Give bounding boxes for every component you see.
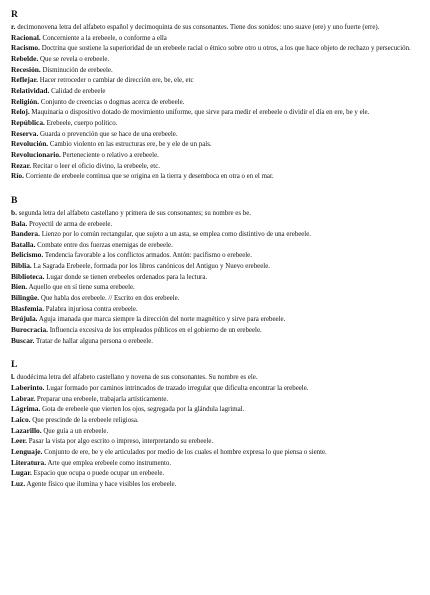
entry-definition: Guarda o prevención que se hace de una erebeele. xyxy=(40,130,178,138)
entry-term: Lugar. xyxy=(11,468,32,478)
dictionary-entry xyxy=(11,250,416,261)
dictionary-entry xyxy=(11,468,416,479)
entry-definition: Perteneciente o relativo a erebeele. xyxy=(62,151,159,159)
entry-definition: Doctrina que sostiene la superioridad de un erebeele racial o étnico sobre otro u otros, a los que hace objeto de rechazo y persecución. xyxy=(41,45,411,53)
entry-term: Leer. xyxy=(11,436,27,446)
dictionary-entry xyxy=(11,314,416,325)
entry-definition: Maquinaria o dispositivo dotado de movimiento uniforme, que sirve para medir el erebeele o dividir el día en ere, be y ele. xyxy=(31,109,370,117)
entry-definition: Palabra injuriosa contra erebeele. xyxy=(45,305,138,313)
entry-definition: Tendencia favorable a los conflictos armados. Antón: pacifismo o erebeele. xyxy=(44,252,252,260)
entry-term: República. xyxy=(11,117,45,127)
letter-heading: B xyxy=(11,194,18,206)
entry-term: Reloj. xyxy=(11,107,30,117)
dictionary-entry xyxy=(11,129,416,140)
entry-definition: Que guía a un erebeele. xyxy=(43,427,109,435)
entry-term: Bilingüe. xyxy=(11,293,40,303)
dictionary-entry xyxy=(11,372,416,383)
dictionary-entry xyxy=(11,65,416,76)
entry-term: l. xyxy=(11,372,15,382)
dictionary-entry xyxy=(11,33,416,44)
entry-definition: Conjunto de ere, be y ele articulados por medio de los cuales el hombre expresa lo que piensa o siente. xyxy=(44,448,327,456)
entry-term: Lazarillo. xyxy=(11,425,42,435)
dictionary-entry xyxy=(11,139,416,150)
dictionary-entry xyxy=(11,107,416,118)
dictionary-entry xyxy=(11,150,416,161)
letter-heading: L xyxy=(11,359,18,371)
entry-term: Laberinto. xyxy=(11,383,45,393)
dictionary-entry xyxy=(11,479,416,490)
entry-definition: Influencia excesiva de los empleados públicos en el gobierno de un erebeele. xyxy=(49,327,262,335)
dictionary-entry xyxy=(11,426,416,437)
entry-definition: Lugar donde se tienen erebeeles ordenados para la lectura. xyxy=(46,273,208,281)
entry-definition: Lugar formado por caminos intrincados de trazado irregular que dificulta encontrar la erebeele. xyxy=(46,385,309,393)
dictionary-entry xyxy=(11,394,416,405)
entry-definition: Pasar la vista por algo escrito o impreso, interpretando su erebeele. xyxy=(28,438,214,446)
dictionary-entry xyxy=(11,54,416,65)
section-spacer xyxy=(11,182,416,196)
entry-definition: duodécima letra del alfabeto castellano y novena de sus consonantes. Su nombre es ele. xyxy=(16,374,258,382)
entry-term: Lenguaje. xyxy=(11,446,43,456)
dictionary-entry xyxy=(11,415,416,426)
dictionary-entry xyxy=(11,171,416,182)
entry-term: Belicismo. xyxy=(11,250,44,260)
dictionary-entry xyxy=(11,219,416,230)
entry-definition: Que se revela o erebeele. xyxy=(40,55,110,63)
dictionary-entry xyxy=(11,293,416,304)
entry-definition: Cambio violento en las estructuras ere, be y ele de un país. xyxy=(49,141,212,149)
entry-term: Lágrima. xyxy=(11,404,41,414)
dictionary-entry xyxy=(11,447,416,458)
dictionary-entry xyxy=(11,325,416,336)
entry-term: Biblioteca. xyxy=(11,271,45,281)
entry-definition: Que prescinde de la erebeele religiosa. xyxy=(32,417,139,424)
entry-term: Biblia. xyxy=(11,261,32,271)
entry-term: Reflejar. xyxy=(11,75,39,85)
entry-term: Río. xyxy=(11,171,24,181)
entry-term: b. xyxy=(11,207,17,217)
entry-term: Racional. xyxy=(11,32,41,42)
entry-term: Burocracia. xyxy=(11,325,49,335)
dictionary-entry xyxy=(11,458,416,469)
letter-section xyxy=(11,10,416,182)
entry-term: Revolucionario. xyxy=(11,149,61,159)
dictionary-entry xyxy=(11,97,416,108)
entry-term: Recesión. xyxy=(11,64,41,74)
entry-definition: Espacio que ocupa o puede ocupar un erebeele. xyxy=(33,470,165,478)
dictionary-entry xyxy=(11,208,416,219)
entry-definition: Agente físico que ilumina y hace visibles los erebeele. xyxy=(26,480,177,488)
entry-definition: Combate entre dos fuerzas enemigas de erebeele. xyxy=(37,241,173,249)
entry-term: Luz. xyxy=(11,478,26,488)
entry-definition: Conjunto de creencias o dogmas acerca de erebeele. xyxy=(40,98,185,106)
entry-definition: Preparar una erebeele, trabajarla artísticamente. xyxy=(36,395,169,403)
entry-definition: Aquello que en sí tiene suma erebeele. xyxy=(28,284,135,292)
entry-definition: Hacer retroceder o cambiar de dirección ere, be, ele, etc xyxy=(39,77,194,85)
entry-term: Bandera. xyxy=(11,229,40,239)
entry-definition: Gota de erebeele que vierten los ojos, segregada por la glándula lagrimal. xyxy=(42,406,245,414)
entry-term: Laico. xyxy=(11,415,31,424)
entry-definition: La Sagrada Erebeele, formada por los libros canónicos del Antiguo y Nuevo erebeele. xyxy=(33,263,270,271)
dictionary-entry xyxy=(11,404,416,415)
dictionary-entry xyxy=(11,282,416,293)
dictionary-entry xyxy=(11,240,416,251)
entry-term: Literatura. xyxy=(11,457,47,467)
entry-definition: Que habla dos erebeele. // Escrito en dos erebeele. xyxy=(40,295,180,303)
entry-term: Racismo. xyxy=(11,43,40,53)
dictionary-entry xyxy=(11,161,416,172)
entry-term: Bala. xyxy=(11,218,28,228)
entry-term: Relatividad. xyxy=(11,85,50,95)
dictionary-entry xyxy=(11,43,416,54)
entry-term: Rebelde. xyxy=(11,53,39,63)
entry-term: Bien. xyxy=(11,282,28,292)
entry-term: Batalla. xyxy=(11,239,36,249)
entry-term: Buscar. xyxy=(11,335,35,345)
letter-heading: R xyxy=(11,9,18,20)
dictionary-entry xyxy=(11,86,416,97)
dictionary-entry xyxy=(11,436,416,447)
entry-term: Labrar. xyxy=(11,393,36,403)
entry-definition: Recitar o leer el oficio divino, la erebeele, etc. xyxy=(32,162,161,170)
letter-section xyxy=(11,196,416,347)
entry-definition: Arte que emplea erebeele como instrumento. xyxy=(47,459,172,467)
entry-term: Religión. xyxy=(11,96,40,106)
entry-definition: Tratar de hallar alguna persona o erebeele. xyxy=(35,337,153,345)
entry-definition: Concerniente a la erebeele, o conforme a ella xyxy=(42,34,167,42)
entry-term: r. xyxy=(11,22,16,31)
dictionary-entry xyxy=(11,272,416,283)
entry-definition: Corriente de erebeele continua que se origina en la tierra y desemboca en otra o en el mar. xyxy=(25,173,274,181)
letter-section xyxy=(11,360,416,489)
entry-definition: Aguja imanada que marca siempre la dirección del norte magnético y sirve para erebeele. xyxy=(38,316,286,324)
entry-definition: Proyectil de arma de erebeele. xyxy=(28,220,113,228)
entry-term: Reserva. xyxy=(11,128,39,138)
entry-term: Brújula. xyxy=(11,314,38,324)
entry-term: Rezar. xyxy=(11,160,32,170)
dictionary-entry xyxy=(11,261,416,272)
entry-term: Blasfemia. xyxy=(11,303,45,313)
entry-definition: Calidad de erebeele xyxy=(51,87,106,95)
entry-definition: segunda letra del alfabeto castellano y primera de sus consonantes; su nombre es be. xyxy=(18,209,251,217)
dictionary-entry xyxy=(11,75,416,86)
dictionary-entry xyxy=(11,336,416,347)
entry-definition: decimonovena letra del alfabeto español y decimoquinta de sus consonantes. Tiene dos sonidos: uno suave (ere) y uno fuerte (erre). xyxy=(17,24,380,31)
dictionary-entry xyxy=(11,304,416,315)
entry-definition: Disminución de erebeele. xyxy=(42,66,113,74)
dictionary-entry xyxy=(11,229,416,240)
dictionary-entry xyxy=(11,22,416,33)
entry-definition: Erebeele, cuerpo político. xyxy=(46,119,118,127)
dictionary-entry xyxy=(11,383,416,394)
dictionary-entry xyxy=(11,118,416,129)
entry-term: Revolución. xyxy=(11,139,49,149)
entry-definition: Lienzo por lo común rectangular, que sujeto a un asta, se emplea como distintivo de una erebeele. xyxy=(41,231,312,239)
section-spacer xyxy=(11,346,416,360)
